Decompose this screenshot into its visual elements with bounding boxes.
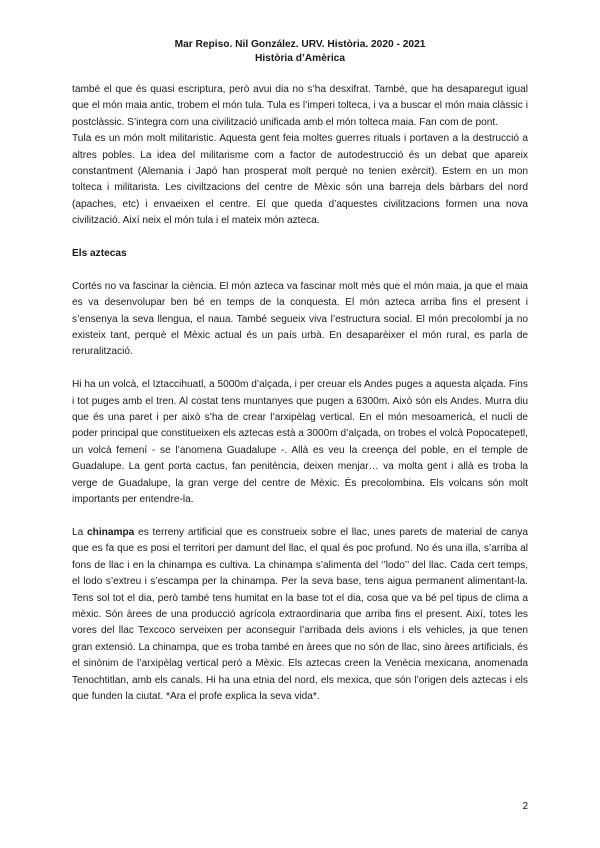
paragraph-volcano: Hi ha un volcà, el Iztaccihuatl, a 5000m d’alçada, i per creuar els Andes puges a aquesta alçada. Fins i tot puges amb el tren. Al costat tens muntanyes que pugen a 6300m. Això són els Andes. Murra diu que és una paret i per això s’ha de crear l’arxipèlag vertical. En el món mesoamericà, el nucli de poder principal que constitueixen els aztecas està a 3000m d’alçada, on trobes el volcà Popocatepetl, un volcà femení - se l’anomena Guadalupe -. Allà es veu la creença del poble, en el temple de Guadalupe. La gent porta cactus, fan penitència, deixen menjar… va molta gent i allà es troba la verge de Guadalupe, la gran verge del centre de Mèxic. És precolombina. Els volcans són molt importants per entendre-la. xyxy=(72,379,528,506)
header-course: Història d’Amèrica xyxy=(254,53,346,64)
chinampa-term: chinampa xyxy=(87,526,135,538)
section-title: Els aztecas xyxy=(72,248,127,260)
paragraph-tula-militarism: Tula es un món molt militaristic. Aquesta gent feia moltes guerres rituals i portaven a la destrucció a altres pobles. La idea del militarisme com a factor de autodestrucció és un debat que apareix constantment (Alemania i Japó han prosperat molt perquè no tenien exèrcit). Estem en un mon tolteca i militarista. Les civiltzacions del centre de Mèxic són una barreja dels bàrbars del nord (apaches, etc) i envaeixen el centre. El que queda d’aquestes civilitzacions formen una nova civilització. Així neix el món tula i el mateix món azteca. xyxy=(72,133,528,227)
paragraph-aztec-fascination: Cortés no va fascinar la ciència. El món azteca va fascinar molt més que el món maia, ja que el maia es va desenvolupar ben bé en temps de la conquesta. El món azteca arriba fins el present i s’ensenya la seva llengua, el naua. També segueix viva l’estructura social. El món precolombí ja no existeix tant, perquè el Mèxic actual és un país urbà. En desaparèixer el món rural, es parla de reruralització. xyxy=(72,280,528,358)
paragraph-chinampa xyxy=(72,525,528,705)
page-number: 2 xyxy=(522,801,528,812)
chinampa-text: es terreny artificial que es construeix sobre el llac, unes parets de material de canya que es fa que es posi el territori per damunt del llac, el qual és poc profund. No és una illa, s’arriba al fons de llac i en la chinampa es cultiva. La chinampa s’alimenta del ‘’lodo’’ del llac. Cada cert temps, el lodo s’extreu i s’escampa per la chinampa. Per la seva base, tens aigua permanent alimentant-la. Tens sol tot el dia, però també tens humitat en la base tot el dia, cosa que va bé pel tipus de clima a mèxic. Són àrees de una producció agrícola extraordinaria que arriba fins el present. Així, totes les vores del llac Texcoco serveixen per aconseguir l’arribada dels avions i els vehicles, ja que tenen gran extensió. La chinampa, que es troba també en àrees que no són de llac, sino àrees artificials, és el sinònim de l’arxipèlag vertical però a Mèxic. Els aztecas creen la Venècia mexicana, anomenada Tenochtitlan, amb els canals. Hi ha una etnia del nord, els mexica, que són l’origen dels aztecas i els que funden la ciutat. *Ara el profe explica la seva vida*. xyxy=(72,526,528,702)
paragraph-tula-intro: també el que és quasi escriptura, però avui dia no s’ha desxifrat. També, que ha desaparegut igual que el món maia antic, trobem el món tula. Tula es l’imperi tolteca, i va a buscar el món maia clàssic i postclàssic. S’integra com una civilització unificada amb el món tolteca maia. Fan com de pont. xyxy=(72,84,528,128)
chinampa-pre: La xyxy=(72,526,88,538)
header-authors: Mar Repiso. Nil González. URV. Història. 2020 - 2021 xyxy=(174,39,426,50)
document-body xyxy=(72,82,528,705)
